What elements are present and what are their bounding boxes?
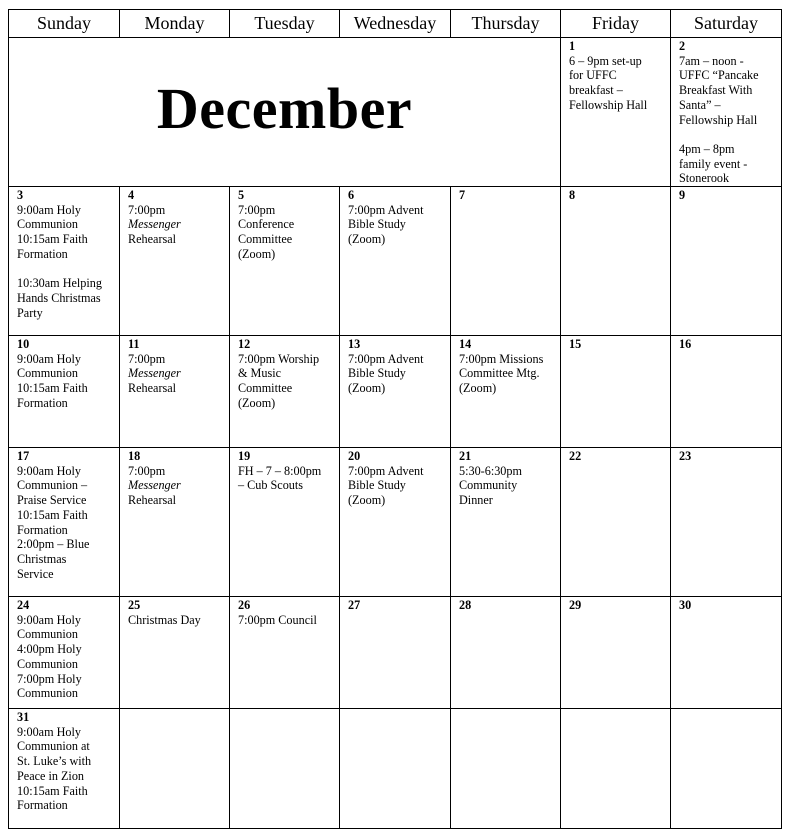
day-cell-content (340, 187, 450, 247)
day-cell-8 (561, 187, 671, 336)
empty-day-cell (671, 709, 782, 829)
day-cell-content (671, 597, 781, 613)
day-cell-content (451, 336, 560, 396)
day-number: 27 (348, 598, 361, 613)
day-cell-content (451, 448, 560, 508)
event-text: 7:00pm Missions Committee Mtg. (Zoom) (459, 351, 544, 396)
day-cell-content (120, 597, 229, 627)
event-text: 7:00pm Worship & Music Committee (Zoom) (238, 351, 320, 410)
day-cell-31 (9, 709, 120, 829)
week-row (9, 336, 782, 448)
day-cell-17 (9, 448, 120, 597)
day-cell-29 (561, 597, 671, 709)
day-cell-28 (451, 597, 561, 709)
day-cell-content (120, 187, 229, 247)
event-text: 9:00am Holy Communion – Praise Service 10:15am Faith Formation 2:00pm – Blue Christmas Service (17, 463, 90, 581)
day-number: 15 (569, 337, 582, 352)
event-text: 9:00am Holy Communion 10:15am Faith Formation (17, 202, 88, 261)
week-row (9, 187, 782, 336)
event-text: 7:00pm Advent Bible Study (Zoom) (348, 463, 424, 508)
day-number: 9 (679, 188, 686, 203)
day-cell-19 (230, 448, 340, 597)
day-cell-content (561, 187, 670, 203)
event-text: 7:00pm Conference Committee (Zoom) (238, 202, 295, 261)
empty-day-cell (120, 709, 230, 829)
day-number: 3 (17, 188, 24, 203)
day-cell-content (561, 38, 670, 113)
event-italic-text: Messenger (128, 217, 181, 232)
day-cell-15 (561, 336, 671, 448)
weekday-monday: Monday (120, 10, 230, 38)
day-cell-23 (671, 448, 782, 597)
calendar-grid (8, 9, 782, 829)
day-cell-content (340, 448, 450, 508)
day-cell-3 (9, 187, 120, 336)
day-cell-18 (120, 448, 230, 597)
day-number: 29 (569, 598, 582, 613)
weekday-wednesday: Wednesday (340, 10, 451, 38)
day-cell-20 (340, 448, 451, 597)
weekday-saturday: Saturday (671, 10, 782, 38)
event-text: 6 – 9pm set-up for UFFC breakfast – Fellowship Hall (569, 53, 648, 112)
day-cell-27 (340, 597, 451, 709)
day-number: 25 (128, 598, 141, 613)
day-number: 23 (679, 449, 692, 464)
event-text: 7:00pm Advent Bible Study (Zoom) (348, 351, 424, 396)
day-number: 24 (17, 598, 30, 613)
event-text: 9:00am Holy Communion at St. Luke’s with Peace in Zion 10:15am Faith Formation (17, 724, 92, 813)
day-cell-content (451, 597, 560, 613)
day-number: 5 (238, 188, 245, 203)
day-number: 11 (128, 337, 140, 352)
day-cell-7 (451, 187, 561, 336)
event-text: 9:00am Holy Communion 4:00pm Holy Communion 7:00pm Holy Communion (17, 612, 82, 701)
day-cell-content (120, 448, 229, 508)
day-number: 13 (348, 337, 361, 352)
day-cell-6 (340, 187, 451, 336)
day-cell-25 (120, 597, 230, 709)
weekday-tuesday: Tuesday (230, 10, 340, 38)
day-number: 8 (569, 188, 576, 203)
event-text: Christmas Day (128, 612, 201, 627)
day-number: 21 (459, 449, 472, 464)
day-number: 7 (459, 188, 466, 203)
day-number: 12 (238, 337, 251, 352)
day-cell-content (9, 709, 119, 813)
day-number: 16 (679, 337, 692, 352)
event-text: 4pm – 8pm family event - Stonerook (679, 141, 748, 186)
day-cell-22 (561, 448, 671, 597)
day-number: 28 (459, 598, 472, 613)
event-gap (17, 262, 115, 277)
day-number: 1 (569, 39, 576, 53)
event-italic-text: Messenger (128, 366, 181, 381)
day-cell-2 (671, 38, 782, 187)
day-cell-content (451, 187, 560, 203)
day-number: 19 (238, 449, 251, 464)
event-text: 7:00pm Messenger Rehearsal (128, 351, 181, 396)
day-number: 17 (17, 449, 30, 464)
day-cell-content (671, 187, 781, 203)
day-cell-5 (230, 187, 340, 336)
day-cell-content (671, 336, 781, 352)
empty-day-cell (451, 709, 561, 829)
day-cell-content (561, 336, 670, 352)
day-cell-11 (120, 336, 230, 448)
empty-day-cell (340, 709, 451, 829)
event-text: 7:00pm Council (238, 612, 317, 627)
day-cell-13 (340, 336, 451, 448)
weekday-header-row (9, 10, 782, 38)
event-text: 7:00pm Messenger Rehearsal (128, 463, 181, 508)
day-cell-21 (451, 448, 561, 597)
event-italic-text: Messenger (128, 478, 181, 493)
day-number: 30 (679, 598, 692, 613)
day-number: 18 (128, 449, 141, 464)
day-number: 6 (348, 188, 355, 203)
day-cell-9 (671, 187, 782, 336)
event-text: FH – 7 – 8:00pm – Cub Scouts (238, 463, 322, 493)
day-cell-4 (120, 187, 230, 336)
day-cell-26 (230, 597, 340, 709)
day-cell-content (9, 448, 119, 581)
event-text: 5:30-6:30pm Community Dinner (459, 463, 522, 508)
day-cell-content (340, 336, 450, 396)
day-cell-12 (230, 336, 340, 448)
day-number: 2 (679, 39, 686, 53)
event-text: 7:00pm Advent Bible Study (Zoom) (348, 202, 424, 247)
day-cell-content (120, 336, 229, 396)
day-cell-content (561, 448, 670, 464)
day-cell-content (230, 597, 339, 627)
day-cell-content (561, 597, 670, 613)
day-number: 31 (17, 710, 30, 725)
week-row (9, 709, 782, 829)
weekday-thursday: Thursday (451, 10, 561, 38)
day-number: 22 (569, 449, 582, 464)
day-cell-14 (451, 336, 561, 448)
day-cell-30 (671, 597, 782, 709)
weekday-sunday: Sunday (9, 10, 120, 38)
day-cell-16 (671, 336, 782, 448)
month-title-cell (9, 38, 561, 187)
day-cell-content (230, 336, 339, 411)
day-cell-content (9, 187, 119, 320)
event-gap (679, 127, 777, 142)
day-number: 26 (238, 598, 251, 613)
week-row (9, 448, 782, 597)
week-row (9, 38, 782, 187)
event-text: 7:00pm Messenger Rehearsal (128, 202, 181, 247)
day-cell-24 (9, 597, 120, 709)
day-cell-content (230, 448, 339, 493)
day-number: 10 (17, 337, 30, 352)
day-cell-content (230, 187, 339, 262)
day-number: 4 (128, 188, 135, 203)
day-number: 20 (348, 449, 361, 464)
day-cell-content (9, 336, 119, 411)
day-cell-content (671, 448, 781, 464)
day-number: 14 (459, 337, 472, 352)
weekday-friday: Friday (561, 10, 671, 38)
month-title: December (156, 76, 413, 141)
event-text: 9:00am Holy Communion 10:15am Faith Formation (17, 351, 88, 410)
day-cell-1 (561, 38, 671, 187)
empty-day-cell (561, 709, 671, 829)
day-cell-10 (9, 336, 120, 448)
day-cell-content (9, 597, 119, 701)
event-text: 10:30am Helping Hands Christmas Party (17, 276, 102, 320)
day-cell-content (340, 597, 450, 613)
day-cell-content (671, 38, 781, 186)
empty-day-cell (230, 709, 340, 829)
event-text: 7am – noon - UFFC “Pancake Breakfast With Santa” – Fellowship Hall (679, 53, 759, 127)
week-row (9, 597, 782, 709)
